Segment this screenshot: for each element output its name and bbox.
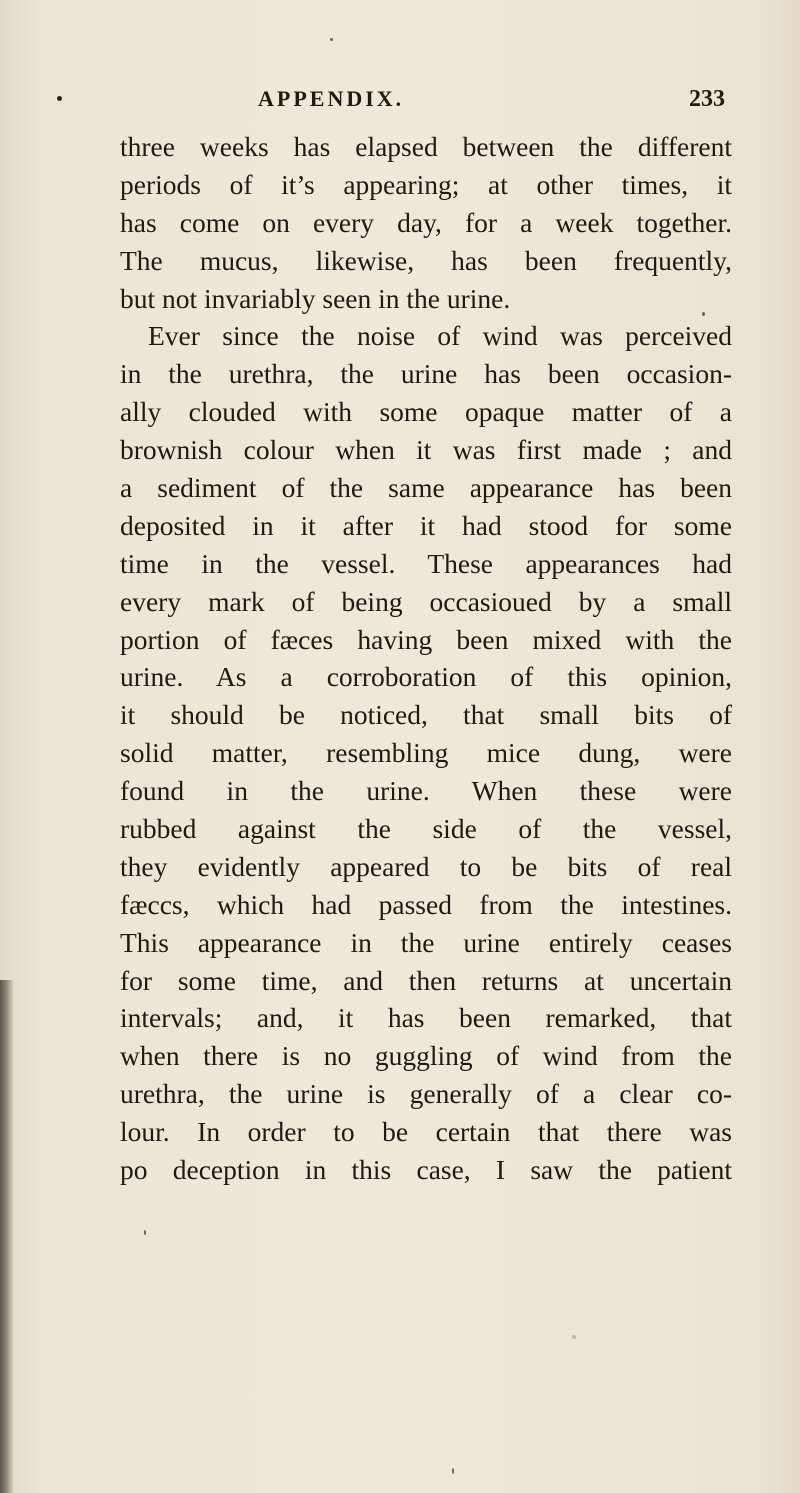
text-line: ally clouded with some opaque matter of a (120, 396, 732, 428)
text-line: they evidently appeared to be bits of real (120, 850, 732, 882)
text-line: Ever since the noise of wind was perceived (148, 320, 732, 352)
text-line: has come on every day, for a week together. (120, 206, 732, 238)
page-header (0, 86, 800, 116)
text-line: periods of it’s appearing; at other times, it (120, 168, 732, 200)
text-line: brownish colour when it was first made ; and (120, 434, 732, 466)
text-line: it should be noticed, that small bits of (120, 699, 732, 731)
running-head: APPENDIX. (258, 86, 405, 111)
paper-speck (330, 38, 333, 41)
ink-dot (57, 96, 62, 101)
text-line: The mucus, likewise, has been frequently, (120, 244, 732, 276)
text-line: urethra, the urine is generally of a clear co- (120, 1078, 732, 1110)
text-line: every mark of being occasioued by a small (120, 585, 732, 617)
text-line: for some time, and then returns at uncertain (120, 964, 732, 996)
text-line: solid matter, resembling mice dung, were (120, 737, 732, 769)
body-text (120, 128, 732, 1189)
paper-speck (572, 1335, 576, 1339)
text-line: but not invariably seen in the urine. (120, 282, 511, 314)
text-line: portion of fæces having been mixed with the (120, 623, 732, 655)
text-line: po deception in this case, I saw the patient (120, 1154, 732, 1186)
binding-shadow (0, 980, 14, 1493)
paper-speck (452, 1468, 454, 1474)
text-line: in the urethra, the urine has been occasion- (120, 358, 732, 390)
text-line: rubbed against the side of the vessel, (120, 813, 732, 845)
text-line: urine. As a corroboration of this opinion, (120, 661, 732, 693)
text-line: a sediment of the same appearance has been (120, 472, 732, 504)
paper-speck (702, 312, 705, 316)
text-line: fæccs, which had passed from the intestines. (120, 888, 732, 920)
page-number: 233 (689, 86, 725, 112)
text-line: time in the vessel. These appearances had (120, 547, 732, 579)
text-line: found in the urine. When these were (120, 775, 732, 807)
text-line: lour. In order to be certain that there was (120, 1116, 732, 1148)
paper-speck (144, 1230, 146, 1235)
text-line: when there is no guggling of wind from the (120, 1040, 732, 1072)
text-line: This appearance in the urine entirely ceases (120, 926, 732, 958)
text-line: three weeks has elapsed between the different (120, 131, 732, 162)
text-line: deposited in it after it had stood for some (120, 509, 732, 541)
text-line: intervals; and, it has been remarked, that (120, 1002, 732, 1034)
